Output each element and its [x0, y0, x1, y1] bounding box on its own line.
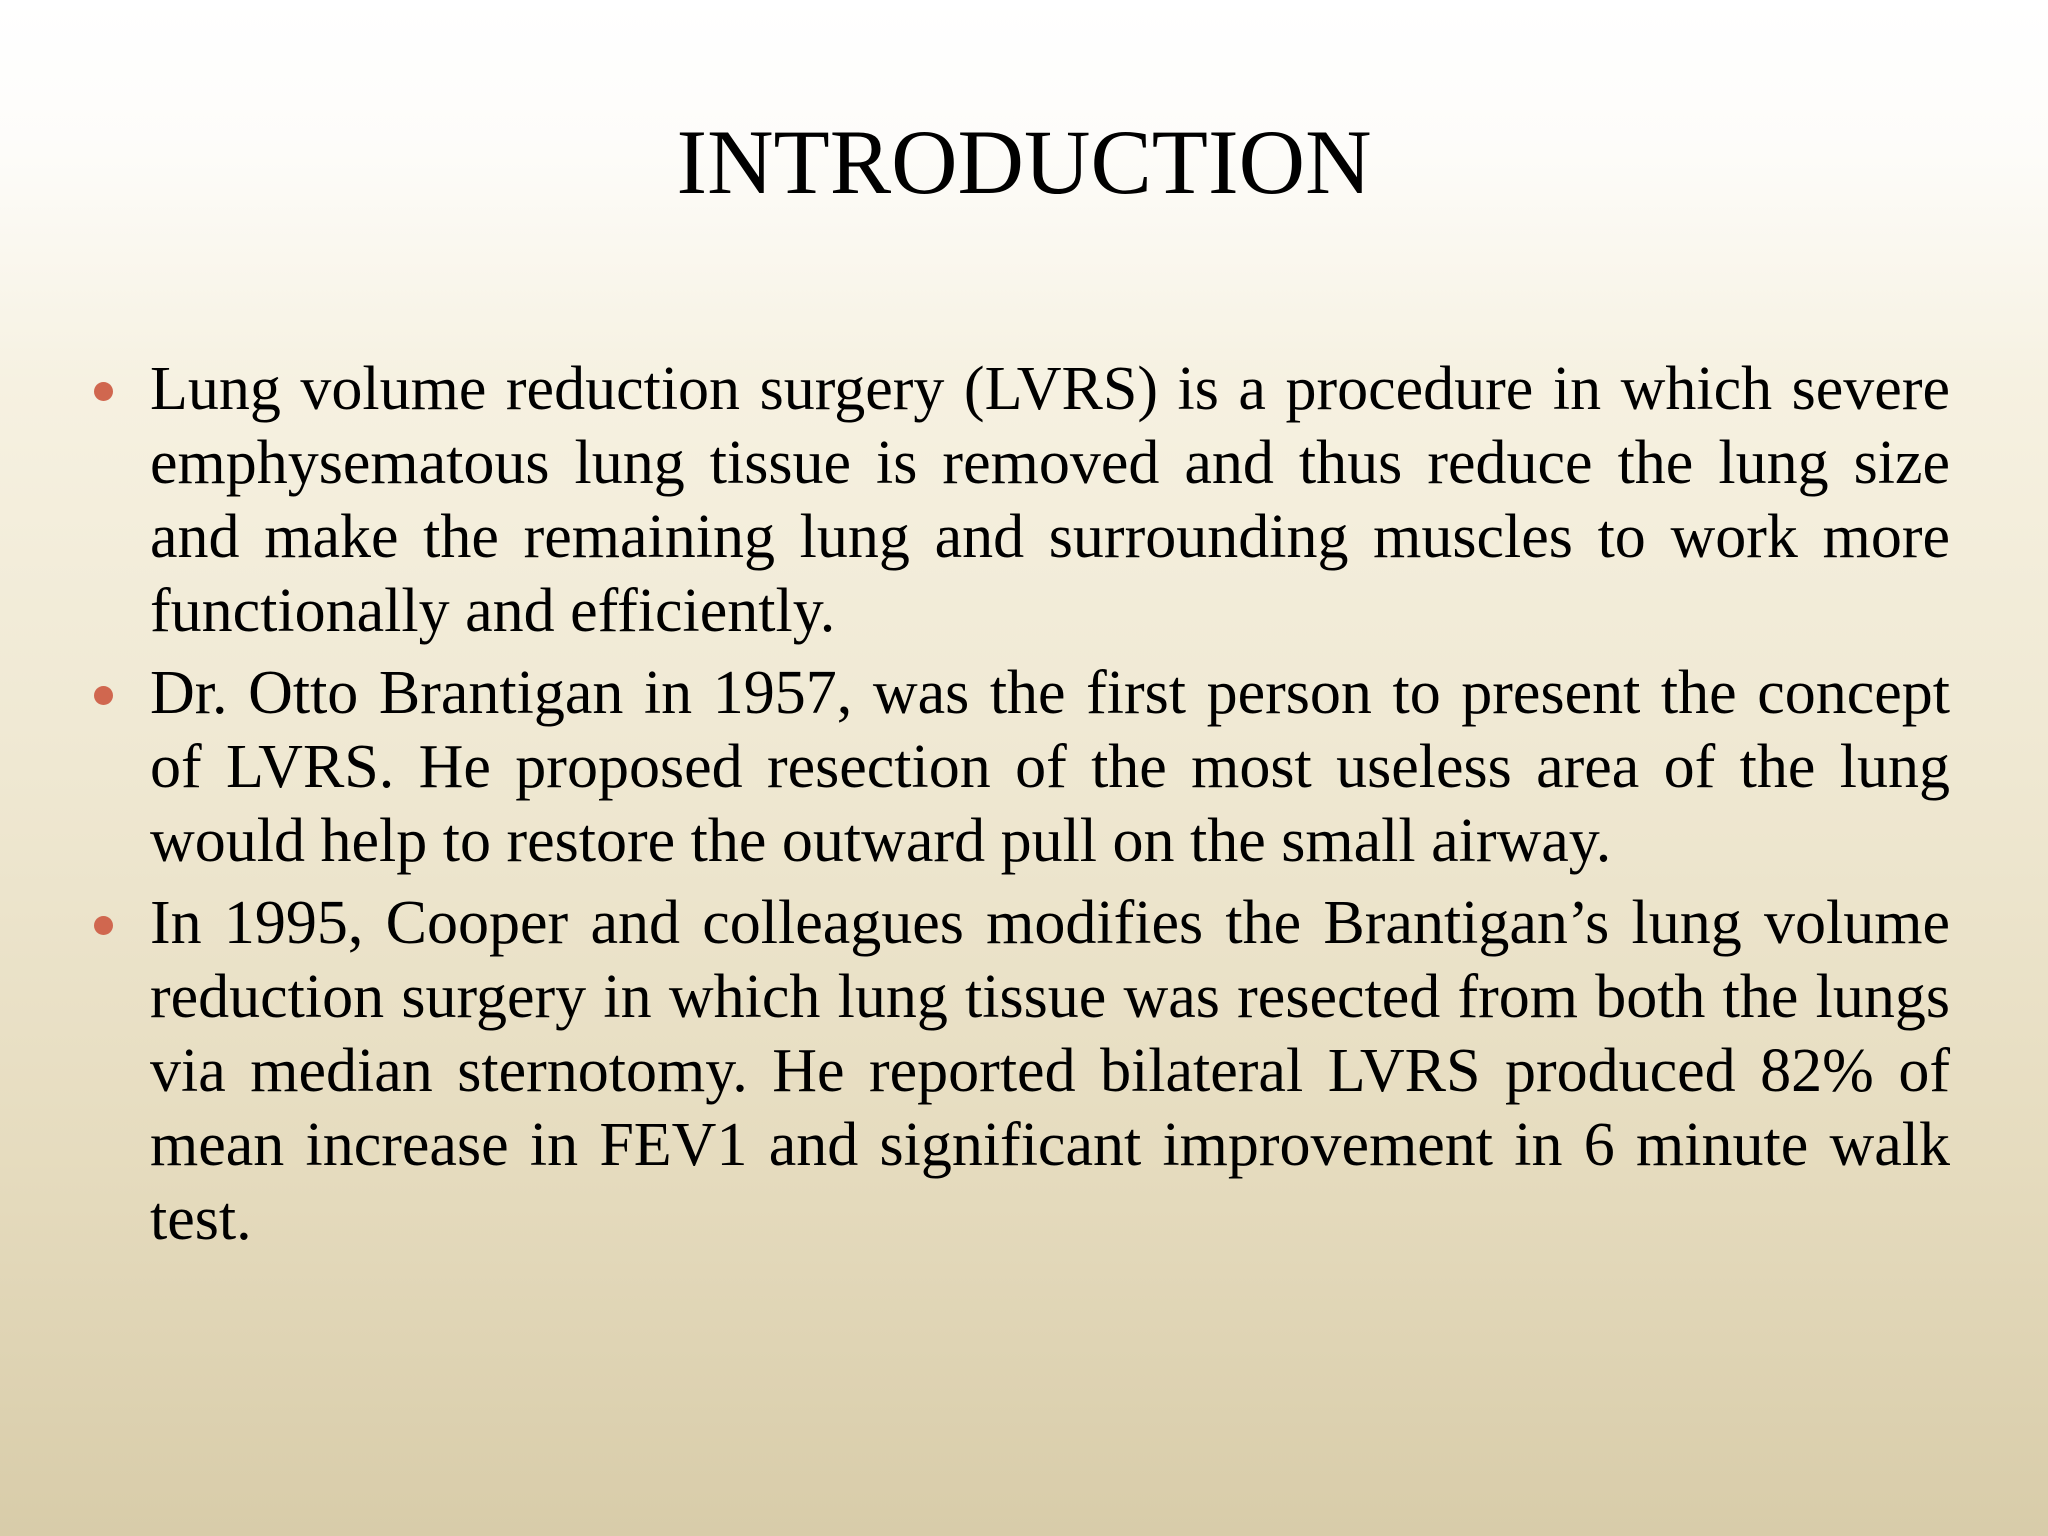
bullet-text: Dr. Otto Brantigan in 1957, was the first person to present the concept of LVRS. He proposed resection of the most useless area of the lung would help to restore the outward pull on the small airway.: [150, 659, 1950, 875]
bullet-item: [150, 352, 1950, 648]
bullet-item: [150, 886, 1950, 1256]
bullet-dot-icon: [94, 686, 113, 705]
slide-title: INTRODUCTION: [676, 111, 1372, 213]
bullet-text: In 1995, Cooper and colleagues modifies the Brantigan’s lung volume reduction surgery in which lung tissue was resected from both the lungs via median sternotomy. He reported bilateral LVRS produced 82% of mean increase in FEV1 and significant improvement in 6 minute walk test.: [150, 889, 1950, 1253]
bullet-text: Lung volume reduction surgery (LVRS) is a procedure in which severe emphysematous lung tissue is removed and thus reduce the lung size and make the remaining lung and surrounding muscles to work more functionally and efficiently.: [150, 355, 1950, 645]
bullet-dot-icon: [94, 916, 113, 935]
bullet-dot-icon: [94, 382, 113, 401]
bullet-list: [150, 352, 1950, 1264]
bullet-item: [150, 656, 1950, 878]
